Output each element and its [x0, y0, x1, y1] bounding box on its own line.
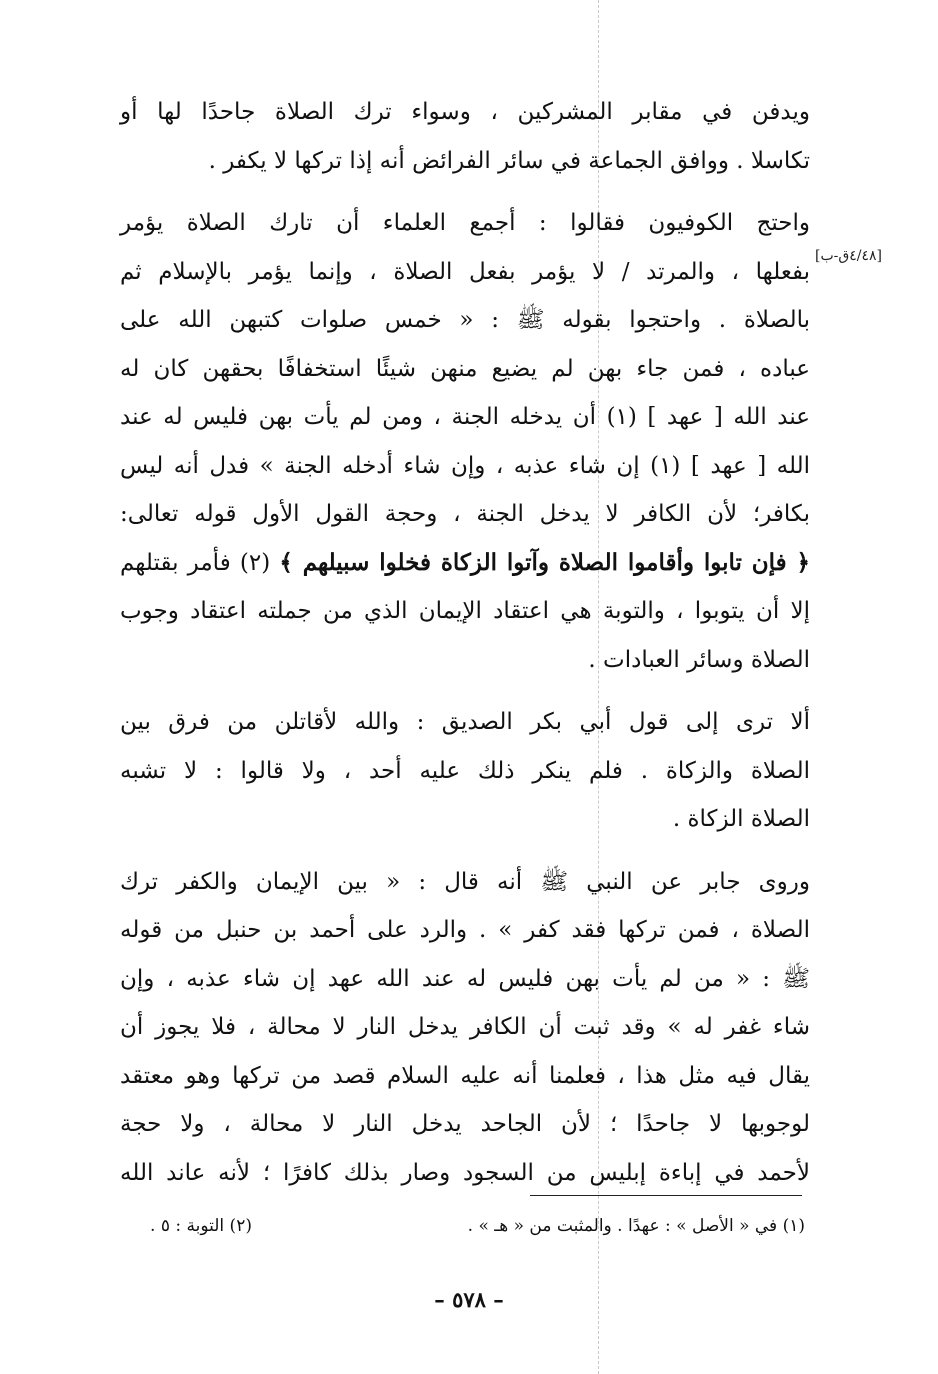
text-line: الصلاة ، فمن تركها فقد كفر » . والرد على أحمد بن حنبل من قوله [120, 917, 810, 943]
text-line: لأحمد في إباءة إبليس من السجود وصار بذلك كافرًا ؛ لأنه عاند الله [120, 1159, 810, 1186]
text-line: الله [ عهد ] (١) إن شاء عذبه ، وإن شاء أدخله الجنة » فدل أنه ليس [120, 452, 810, 479]
page-number: – ٥٧٨ – [434, 1287, 504, 1312]
paragraph-2 [120, 199, 810, 684]
footnote-2: (٢) التوبة : ٥ . [150, 1216, 252, 1236]
paragraph-1 [120, 88, 810, 185]
text-line: ألا ترى إلى قول أبي بكر الصديق : والله لأقاتلن من فرق بين [120, 709, 810, 735]
manuscript-folio-marker: [٤/٤٨ق-ب] [815, 248, 882, 264]
quran-verse-tail: (٢) فأمر بقتلهم [120, 549, 271, 576]
text-line: واحتج الكوفيون فقالوا : أجمع العلماء أن تارك الصلاة يؤمر [120, 210, 810, 236]
text-line: الصلاة والزكاة . فلم ينكر ذلك عليه أحد ، ولا قالوا : لا تشبه [120, 757, 810, 784]
text-line: بكافر؛ لأن الكافر لا يدخل الجنة ، وحجة القول الأول قوله تعالى: [120, 501, 810, 527]
text-line: بالصلاة . واحتجوا بقوله ﷺ : « خمس صلوات كتبهن الله على [120, 307, 810, 333]
text-line: ويدفن في مقابر المشركين ، وسواء ترك الصلاة جاحدًا لها أو [120, 99, 810, 125]
paragraph-3 [120, 698, 810, 844]
text-line: تكاسلا . ووافق الجماعة في سائر الفرائض أنه إذا تركها لا يكفر . [208, 147, 810, 174]
text-line: شاء غفر له » وقد ثبت أن الكافر يدخل النار لا محالة ، فلا يجوز أن [120, 1014, 810, 1040]
footnote-1: (١) في « الأصل » : عهدًا . والمثبت من « هـ » . [467, 1216, 805, 1236]
text-line: عباده ، فمن جاء بهن لم يضيع منهن شيئًا استخفافًا بحقهن كان له [120, 355, 810, 382]
text-line: لوجوبها لا جاحدًا ؛ لأن الجاحد يدخل النار لا محالة ، ولا حجة [120, 1111, 810, 1137]
quran-verse: ﴿ فإن تابوا وأقاموا الصلاة وآتوا الزكاة فخلوا سبيلهم ﴾ [279, 548, 811, 576]
text-line: وروى جابر عن النبي ﷺ أنه قال : « بين الإيمان والكفر ترك [120, 868, 810, 895]
text-line: الصلاة وسائر العبادات . [588, 646, 810, 673]
text-line: إلا أن يتوبوا ، والتوبة هي اعتقاد الإيمان الذي من جملته اعتقاد وجوب [120, 598, 810, 624]
footnotes [150, 1212, 805, 1240]
text-line: ﷺ : « من لم يأت بهن فليس له عند الله عهد إن شاء عذبه ، وإن [120, 965, 810, 992]
text-line: عند الله [ عهد ] (١) أن يدخله الجنة ، ومن لم يأت بهن فليس له عند [120, 404, 811, 430]
quran-verse-line [120, 539, 810, 588]
text-line: الصلاة الزكاة . [672, 806, 810, 832]
main-text [120, 88, 810, 1197]
text-line: بفعلها ، والمرتد / لا يؤمر بفعل الصلاة ، وإنما يؤمر بالإسلام ثم [120, 258, 810, 285]
footnote-separator [530, 1195, 802, 1196]
paragraph-4 [120, 858, 810, 1198]
text-line: يقال فيه مثل هذا ، فعلمنا أنه عليه السلام قصد من تركها وهو معتقد [120, 1062, 810, 1089]
